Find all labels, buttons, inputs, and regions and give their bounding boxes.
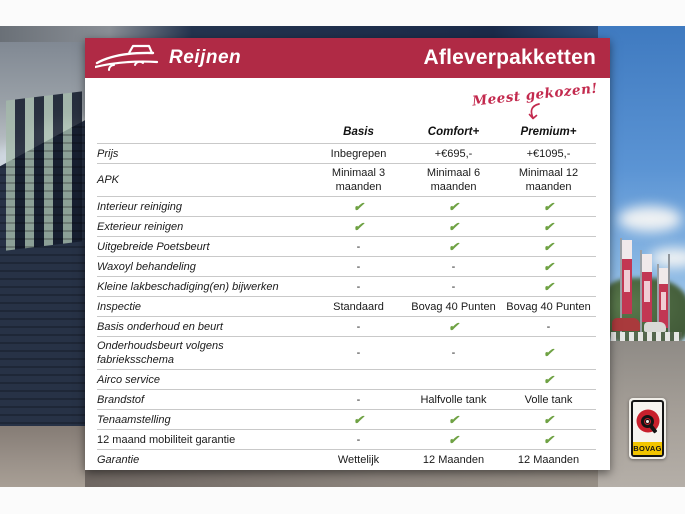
cell-value: Minimaal 6 maanden (426, 167, 481, 193)
row-label: Tenaamstelling (97, 413, 171, 426)
row-label: Basis onderhoud en beurt (97, 320, 223, 333)
column-header: Basis (343, 126, 374, 138)
cell-value: 12 Maanden (422, 453, 485, 466)
check-icon: ✔ (448, 412, 459, 427)
check-icon: ✔ (543, 279, 554, 294)
row-label: Kleine lakbeschadiging(en) bijwerken (97, 280, 279, 293)
table-row (97, 336, 596, 369)
cell-value: - (451, 347, 456, 359)
cell-value: 12 Maanden (517, 453, 580, 466)
cell-value: +€1095,- (526, 147, 571, 160)
cell-value: Volle tank (524, 393, 573, 406)
row-label: Uitgebreide Poetsbeurt (97, 240, 210, 253)
pavement (0, 426, 92, 487)
check-icon: ✔ (543, 239, 554, 254)
fence (602, 332, 682, 341)
table-row (97, 449, 596, 469)
table-row (97, 276, 596, 296)
check-icon: ✔ (353, 199, 364, 214)
cell-value: - (356, 260, 361, 273)
bovag-logo (629, 398, 666, 459)
row-label: Onderhoudsbeurt volgens fabrieksschema (97, 340, 224, 366)
brand-name: Reijnen (169, 47, 242, 68)
row-label: Interieur reiniging (97, 200, 182, 213)
check-icon: ✔ (543, 346, 554, 360)
curved-arrow-icon (526, 103, 542, 121)
annotation-text: Meest gekozen! (471, 80, 599, 110)
parked-car (612, 318, 640, 331)
cell-value: Inbegrepen (330, 147, 387, 160)
cell-value: Wettelijk (337, 453, 380, 466)
row-label: APK (97, 174, 120, 186)
table-row (97, 296, 596, 316)
packages-table (97, 126, 596, 469)
check-icon: ✔ (448, 432, 459, 447)
check-icon: ✔ (448, 219, 459, 234)
parked-car (644, 322, 666, 332)
cell-value: Minimaal 3 maanden (331, 167, 386, 193)
bovag-label: BOVAG (633, 444, 662, 453)
table-row (97, 143, 596, 163)
table-row (97, 389, 596, 409)
column-header: Comfort+ (427, 126, 480, 138)
row-label: Garantie (97, 453, 140, 466)
table-rows (97, 143, 596, 469)
reijnen-logo (95, 43, 241, 73)
cell-value: - (356, 320, 361, 333)
check-icon: ✔ (543, 432, 554, 447)
check-icon: ✔ (448, 239, 459, 254)
cell-value: Halfvolle tank (420, 393, 487, 406)
afleverpakketten-card (85, 38, 610, 470)
reijnen-flag (642, 254, 652, 322)
column-header: Premium+ (520, 126, 577, 138)
cell-value: - (356, 347, 361, 359)
table-row (97, 236, 596, 256)
table-row (97, 316, 596, 336)
cell-value: Bovag 40 Punten (411, 300, 496, 313)
cell-value: - (356, 393, 361, 406)
table-column-headers (97, 126, 596, 143)
row-label: Airco service (97, 373, 160, 386)
bottom-white-band (0, 487, 685, 514)
table-row (97, 409, 596, 429)
meest-gekozen-annotation (471, 80, 599, 110)
row-label: 12 maand mobiliteit garantie (97, 433, 236, 446)
card-header (85, 38, 610, 78)
cell-value: - (546, 320, 551, 333)
top-white-band (0, 0, 685, 26)
check-icon: ✔ (448, 319, 459, 334)
check-icon: ✔ (543, 259, 554, 274)
cell-value: Minimaal 12 maanden (518, 167, 579, 193)
row-label: Waxoyl behandeling (97, 260, 196, 273)
reijnen-flag (659, 268, 668, 328)
cell-value: - (356, 280, 361, 293)
check-icon: ✔ (543, 372, 554, 387)
row-label: Inspectie (97, 300, 142, 313)
bovag-wheel-icon (636, 410, 659, 433)
table-row (97, 163, 596, 196)
row-label: Prijs (97, 147, 119, 160)
cell-value: Bovag 40 Punten (506, 300, 591, 313)
card-title: Afleverpakketten (423, 46, 596, 69)
cell-value: +€695,- (434, 147, 473, 160)
cell-value: - (451, 260, 456, 273)
table-row (97, 216, 596, 236)
check-icon: ✔ (543, 199, 554, 214)
check-icon: ✔ (353, 412, 364, 427)
table-row (97, 196, 596, 216)
row-label: Brandstof (97, 393, 145, 406)
table-row (97, 256, 596, 276)
check-icon: ✔ (353, 219, 364, 234)
cell-value: - (451, 280, 456, 293)
cell-value: Standaard (333, 300, 384, 313)
check-icon: ✔ (543, 219, 554, 234)
cell-value: - (356, 240, 361, 253)
table-row (97, 369, 596, 389)
check-icon: ✔ (448, 199, 459, 214)
cloud (618, 206, 682, 232)
table-row (97, 429, 596, 449)
cell-value: - (356, 433, 361, 446)
row-label: Exterieur reinigen (97, 220, 184, 233)
check-icon: ✔ (543, 412, 554, 427)
reijnen-flag (622, 240, 632, 314)
building-siding (0, 118, 89, 463)
